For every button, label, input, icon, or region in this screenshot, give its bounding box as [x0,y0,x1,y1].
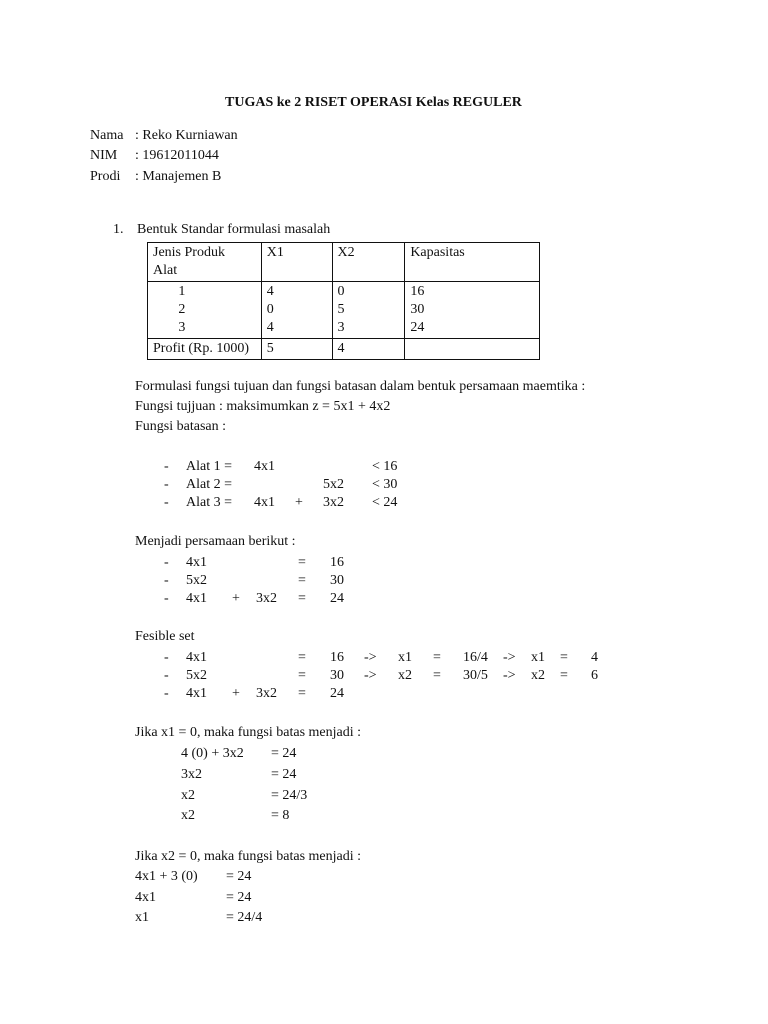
equations-label: Menjadi persamaan berikut : [135,534,296,549]
nim-label: NIM [90,148,118,163]
step-left: 4x1 [135,890,156,905]
feasible-result: 6 [591,668,598,683]
constraint-relation: < 30 [372,477,398,492]
kapasitas-cell: 30 [410,302,425,317]
step-right: = 24/4 [226,910,263,925]
section-number: 1. [113,222,124,237]
x2-cell: 0 [337,284,345,299]
case-x2-label: Jika x2 = 0, maka fungsi batas menjadi : [135,849,362,864]
step-right: = 24 [271,767,297,782]
feasible-equals: = [298,686,306,701]
kapasitas-cell: 24 [410,320,425,335]
list-dash: - [164,686,169,701]
feasible-term-a: 5x2 [186,668,207,683]
profit-label: Profit (Rp. 1000) [148,339,262,360]
feasible-term-a: 4x1 [186,686,207,701]
constraint-term-a: 4x1 [254,495,275,510]
prodi-label: Prodi [90,169,121,184]
feasible-var-2: x1 [531,650,545,665]
step-left: 4 (0) + 3x2 [181,746,244,761]
x1-column [261,282,332,339]
nim-value: : 19612011044 [135,148,219,163]
constraints-label: Fungsi batasan : [135,419,226,434]
feasible-value: 16 [330,650,344,665]
feasible-equals-2: = [433,650,441,665]
x2-cell: 3 [337,320,345,335]
feasible-value: 30 [330,668,344,683]
step-left: x2 [181,788,195,803]
feasible-equals-2: = [433,668,441,683]
list-dash: - [164,477,169,492]
feasible-arrow-2: -> [503,668,516,683]
constraint-relation: < 16 [372,459,398,474]
equation-equals: = [298,573,306,588]
header-x2: X2 [332,243,405,282]
equation-value: 24 [330,591,344,606]
feasible-label: Fesible set [135,629,195,644]
feasible-term-a: 4x1 [186,650,207,665]
x1-cell: 0 [266,302,274,317]
feasible-value: 24 [330,686,344,701]
case-x1-label: Jika x1 = 0, maka fungsi batas menjadi : [135,725,362,740]
feasible-var: x1 [398,650,412,665]
list-dash: - [164,591,169,606]
feasible-var-2: x2 [531,668,545,683]
feasible-arrow-2: -> [503,650,516,665]
feasible-equals: = [298,650,306,665]
feasible-result: 4 [591,650,598,665]
header-x1: X1 [261,243,332,282]
profit-x2: 4 [332,339,405,360]
x1-cell: 4 [266,320,274,335]
list-dash: - [164,573,169,588]
name-value: : Reko Kurniawan [135,128,238,143]
feasible-equals-3: = [560,650,568,665]
feasible-operator: + [232,686,240,701]
section-heading: Bentuk Standar formulasi masalah [137,222,331,237]
product-table [147,242,540,360]
step-right: = 24 [226,869,252,884]
alat-cell: 3 [178,320,186,335]
constraint-term-b: 5x2 [323,477,344,492]
constraint-term-b: 3x2 [323,495,344,510]
step-right: = 24/3 [271,788,308,803]
header-jenis-produk [148,243,262,282]
equation-equals: = [298,591,306,606]
list-dash: - [164,555,169,570]
feasible-var: x2 [398,668,412,683]
step-left: 3x2 [181,767,202,782]
constraint-name: Alat 1 = [186,459,232,474]
feasible-term-b: 3x2 [256,686,277,701]
profit-kapasitas [405,339,540,360]
table-row [148,282,540,339]
x2-column [332,282,405,339]
x2-cell: 5 [337,302,345,317]
alat-column [148,282,262,339]
equation-term-a: 5x2 [186,573,207,588]
profit-x1: 5 [261,339,332,360]
alat-cell: 2 [178,302,186,317]
header-jenis-produk-text: Jenis Produk [153,245,225,260]
feasible-equals-3: = [560,668,568,683]
list-dash: - [164,650,169,665]
feasible-equals: = [298,668,306,683]
name-label: Nama [90,128,124,143]
step-right: = 24 [271,746,297,761]
objective-function: Fungsi tujjuan : maksimumkan z = 5x1 + 4x2 [135,399,391,414]
constraint-name: Alat 2 = [186,477,232,492]
feasible-fraction: 16/4 [463,650,488,665]
kapasitas-cell: 16 [410,284,425,299]
equation-value: 16 [330,555,344,570]
step-left: x2 [181,808,195,823]
feasible-arrow: -> [364,668,377,683]
alat-cell: 1 [178,284,186,299]
list-dash: - [164,668,169,683]
constraint-term-a: 4x1 [254,459,275,474]
step-left: x1 [135,910,149,925]
kapasitas-column [405,282,540,339]
step-left: 4x1 + 3 (0) [135,869,198,884]
equation-equals: = [298,555,306,570]
feasible-arrow: -> [364,650,377,665]
table-header-row [148,243,540,282]
header-kapasitas: Kapasitas [405,243,540,282]
constraint-relation: < 24 [372,495,398,510]
formulation-intro: Formulasi fungsi tujuan dan fungsi batasan dalam bentuk persamaan maemtika : [135,379,586,394]
step-right: = 8 [271,808,290,823]
constraint-operator: + [295,495,303,510]
equation-operator: + [232,591,240,606]
header-alat-text: Alat [153,263,178,278]
constraint-name: Alat 3 = [186,495,232,510]
profit-row [148,339,540,360]
x1-cell: 4 [266,284,274,299]
page-title: TUGAS ke 2 RISET OPERASI Kelas REGULER [225,95,522,110]
prodi-value: : Manajemen B [135,169,222,184]
equation-term-b: 3x2 [256,591,277,606]
list-dash: - [164,459,169,474]
equation-term-a: 4x1 [186,555,207,570]
equation-term-a: 4x1 [186,591,207,606]
equation-value: 30 [330,573,344,588]
step-right: = 24 [226,890,252,905]
feasible-fraction: 30/5 [463,668,488,683]
list-dash: - [164,495,169,510]
